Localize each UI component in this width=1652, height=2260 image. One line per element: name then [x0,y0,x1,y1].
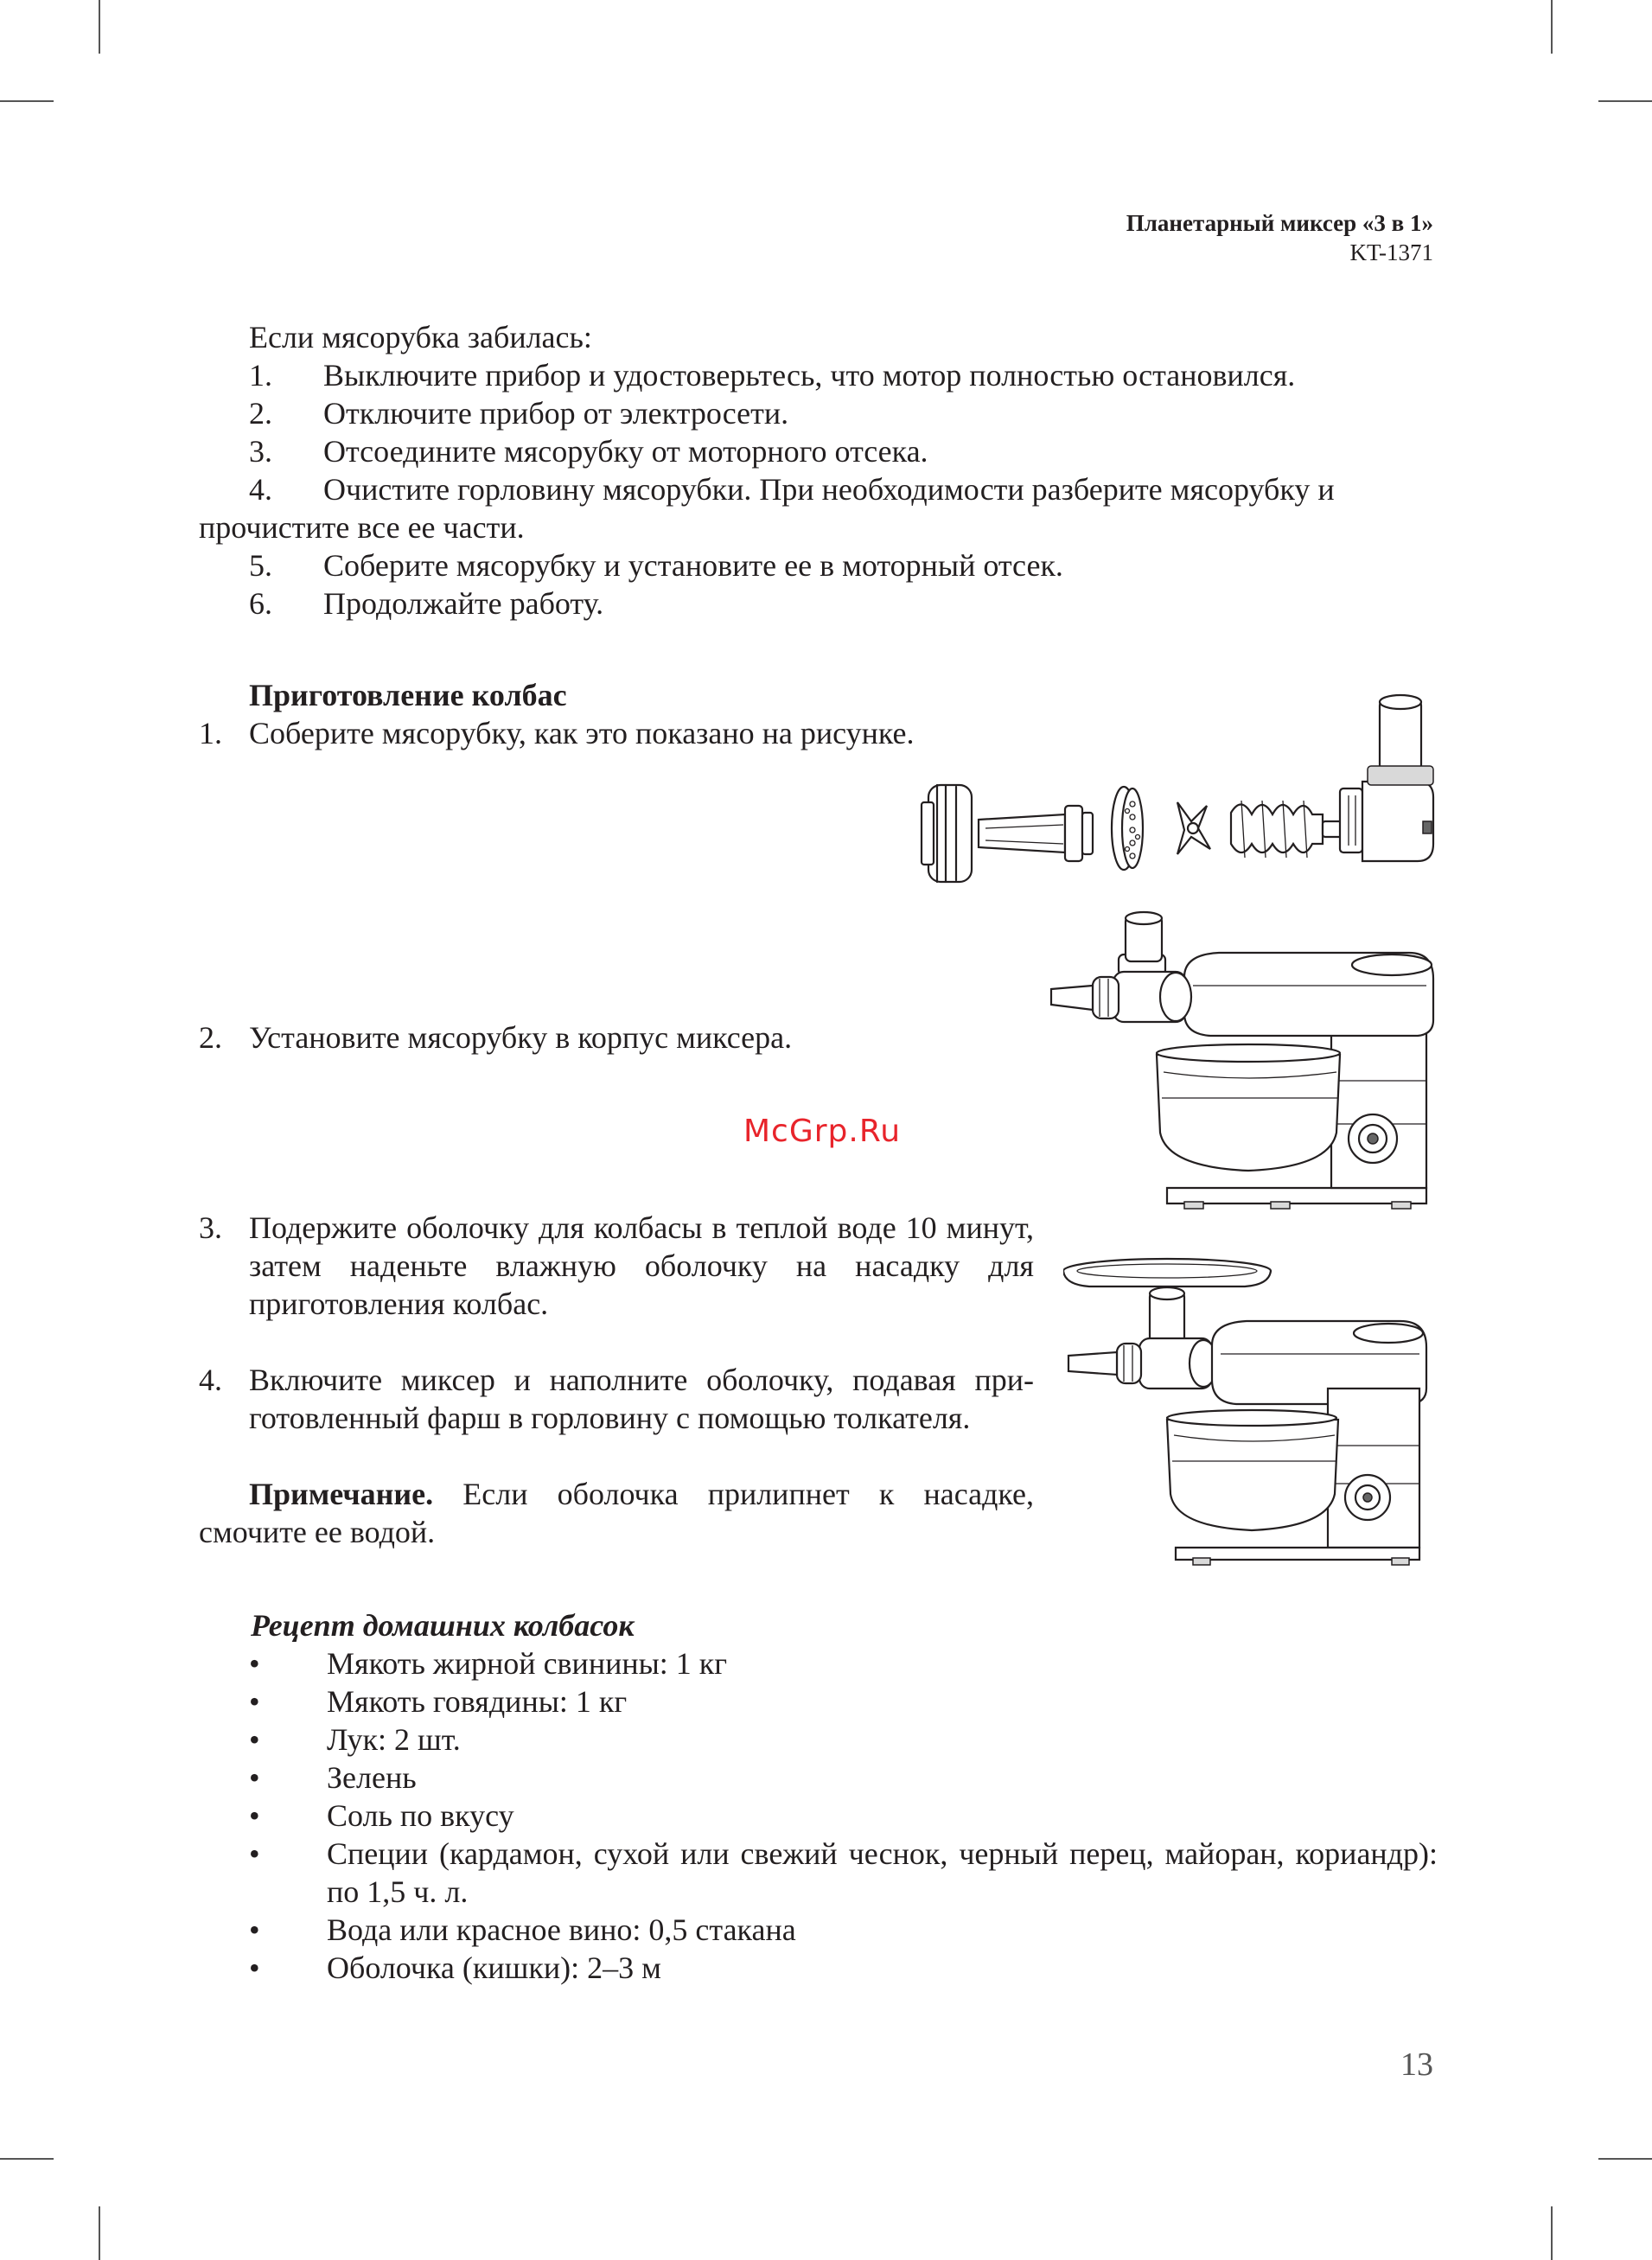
recipe-title: Рецепт домашних колбасок [251,1608,635,1643]
step-text: Отключите прибор от электросети. [323,396,789,431]
bullet: • [249,1798,260,1833]
watermark: McGrp.Ru [743,1114,902,1149]
crop-mark-top-right-h [1598,100,1652,102]
ring-nut-part [922,785,972,882]
clog-step-4-continuation: прочистите все ее части. [199,510,525,545]
step-text: Соберите мясорубку и установите ее в моторный отсек. [323,548,1063,583]
ingredient-text: Оболочка (кишки): 2–3 м [327,1950,661,1985]
mixer-with-grinder-illustration [1046,899,1444,1212]
header-model: KT-1371 [1349,239,1433,265]
ingredient-text: Лук: 2 шт. [327,1722,461,1757]
step-number: 3. [199,1210,222,1245]
step-number: 4. [249,472,272,507]
step-text: Очистите горловину мясорубки. При необходимости разберите мясорубку и [323,472,1335,507]
ingredient-text: Мякоть говядины: 1 кг [327,1684,628,1719]
step-text: Продолжайте работу. [323,586,604,621]
note-label: Примечание. [249,1477,434,1511]
meat-grinder-parts-illustration [916,692,1435,891]
crop-mark-bottom-right-v [1551,2206,1553,2260]
bullet: • [249,1912,260,1947]
auger-part [1231,801,1345,858]
step-number: 1. [199,716,222,750]
list-item [249,1835,1438,1911]
crop-mark-bottom-left-h [0,2158,54,2160]
list-item [249,1644,1438,1682]
step-number: 2. [249,396,272,431]
ingredient-text: Специи (кардамон, сухой или свежий чеснок, черный перец, майоран, кориандр): по 1,5 ч. л. [327,1836,1438,1909]
sausage-note [199,1475,1034,1551]
step-text: Отсоедините мясорубку от моторного отсека. [323,434,928,469]
step-number: 3. [249,434,272,469]
sausage-title: Приготовление колбас [249,678,567,712]
step-text: Выключите прибор и удостоверьтесь, что мотор полностью остановился. [323,358,1296,393]
step-number: 4. [199,1363,222,1397]
step-text: Установите мясорубку в корпус миксера. [249,1020,793,1055]
list-item [249,1759,1438,1797]
cross-blade-part [1177,802,1210,854]
crop-mark-top-left-v [99,0,100,54]
list-item [249,1949,1438,1987]
note-text: Если оболочка прилипнет к насадке, смочите ее водой. [199,1477,1034,1549]
recipe-list [249,1644,1438,1987]
sausage-nozzle-part [979,806,1093,861]
sausage-step-3 [199,1209,1034,1323]
list-item [249,1721,1438,1759]
list-item [249,1797,1438,1835]
mixer-with-tray-illustration [1063,1250,1444,1567]
ingredient-text: Вода или красное вино: 0,5 стакана [327,1912,796,1947]
ingredient-text: Соль по вкусу [327,1798,514,1833]
header-title: Планетарный миксер «3 в 1» [1126,210,1433,236]
crop-mark-bottom-right-h [1598,2158,1652,2160]
ingredient-text: Мякоть жирной свинины: 1 кг [327,1646,728,1681]
step-text: Подержите оболочку для колбасы в теплой воде 10 минут, затем наденьте влажную оболочку на насадку для приготовления колбас. [249,1210,1034,1321]
cutting-plate-part [1112,787,1143,870]
crop-mark-bottom-left-v [99,2206,100,2260]
bullet: • [249,1722,260,1757]
grinder-body-part [1340,695,1433,861]
crop-mark-top-left-h [0,100,54,102]
step-number: 1. [249,358,272,393]
step-number: 5. [249,548,272,583]
bullet: • [249,1684,260,1719]
crop-mark-top-right-v [1551,0,1553,54]
bullet: • [249,1760,260,1795]
ingredient-text: Зелень [327,1760,417,1795]
bullet: • [249,1836,260,1871]
page-number: 13 [1400,2046,1433,2083]
step-text: Соберите мясорубку, как это показано на рисунке. [249,716,915,750]
feed-tray [1063,1259,1271,1286]
step-number: 2. [199,1020,222,1055]
clog-intro: Если мясорубка забилась: [249,320,592,354]
bullet: • [249,1646,260,1681]
step-number: 6. [249,586,272,621]
list-item [249,1682,1438,1721]
step-text: Включите миксер и наполните оболочку, подавая при-готовленный фарш в горловину с помощью толкателя. [249,1363,1034,1435]
bullet: • [249,1950,260,1985]
list-item [249,1911,1438,1949]
sausage-step-4 [199,1361,1034,1437]
